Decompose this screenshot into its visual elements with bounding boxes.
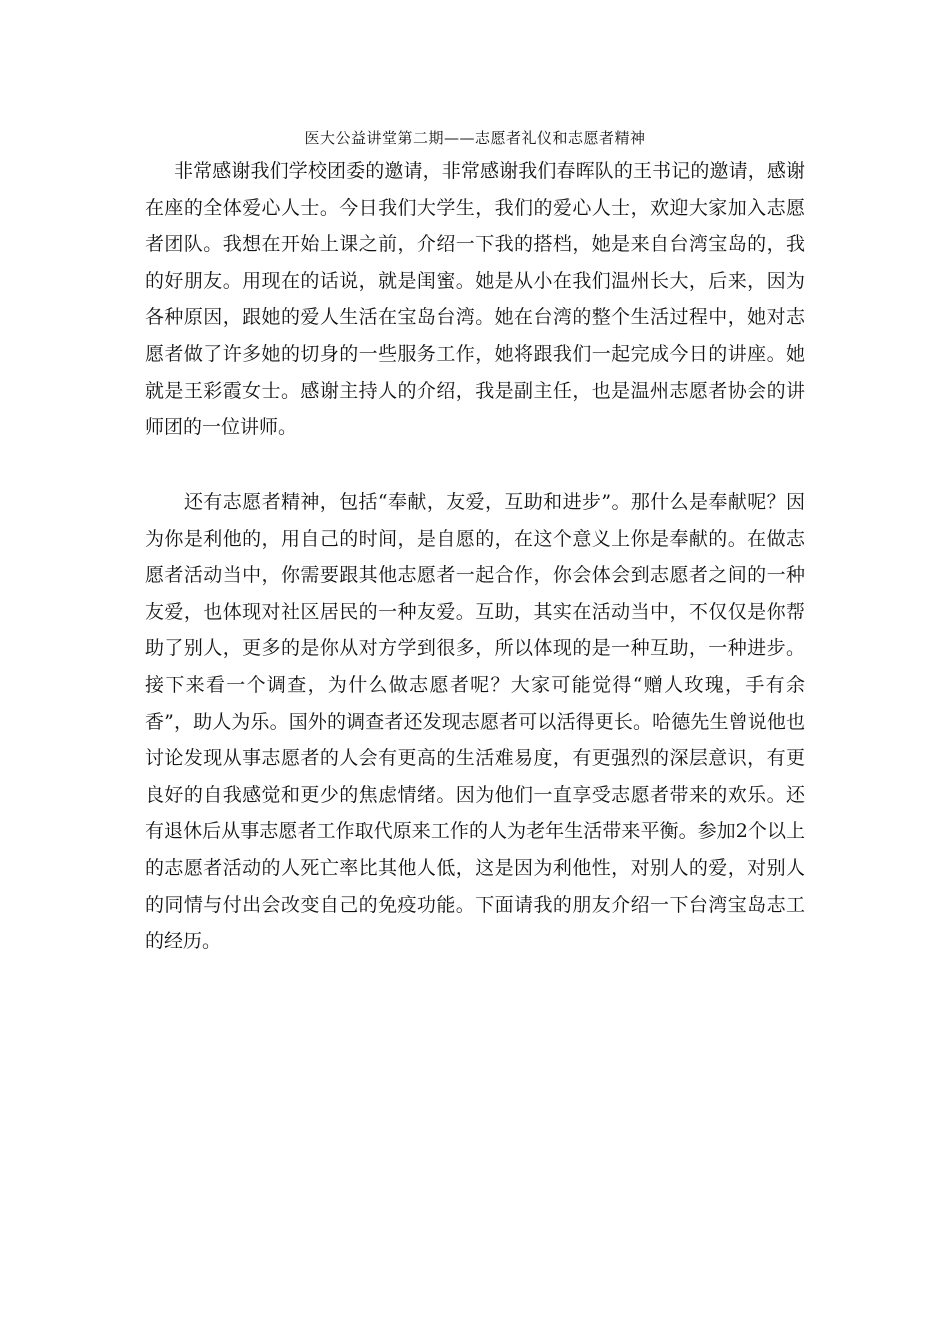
paragraph-intro: 非常感谢我们学校团委的邀请，非常感谢我们春晖队的王书记的邀请，感谢在座的全体爱心人士。今日我们大学生，我们的爱心人士，欢迎大家加入志愿者团队。我想在开始上课之前，介绍一下我的搭档，她是来自台湾宝岛的，我的好朋友。用现在的话说，就是闺蜜。她是从小在我们温州长大，后来，因为各种原因，跟她的爱人生活在宝岛台湾。她在台湾的整个生活过程中，她对志愿者做了许多她的切身的一些服务工作，她将跟我们一起完成今日的讲座。她就是王彩霞女士。感谢主持人的介绍，我是副主任，也是温州志愿者协会的讲师团的一位讲师。 <box>145 160 805 439</box>
paragraph-volunteer-spirit: 还有志愿者精神，包括“奉献，友爱，互助和进步”。那什么是奉献呢？因为你是利他的，用自己的时间，是自愿的，在这个意义上你是奉献的。在做志愿者活动当中，你需要跟其他志愿者一起合作，你会体会到志愿者之间的一种友爱，也体现对社区居民的一种友爱。互助，其实在活动当中，不仅仅是你帮助了别人，更多的是你从对方学到很多，所以体现的是一种互助，一种进步。接下来看一个调查，为什么做志愿者呢？大家可能觉得“赠人玫瑰，手有余香”，助人为乐。国外的调查者还发现志愿者可以活得更长。哈德先生曾说他也讨论发现从事志愿者的人会有更高的生活难易度，有更强烈的深层意识，有更良好的自我感觉和更少的焦虑情绪。因为他们一直享受志愿者带来的欢乐。还有退休后从事志愿者工作取代原来工作的人为老年生活带来平衡。参加2个以上的志愿者活动的人死亡率比其他人低，这是因为利他性，对别人的爱，对别人的同情与付出会改变自己的免疫功能。下面请我的朋友介绍一下台湾宝岛志工的经历。 <box>145 491 805 953</box>
document-title: 医大公益讲堂第二期——志愿者礼仪和志愿者精神 <box>304 129 646 147</box>
